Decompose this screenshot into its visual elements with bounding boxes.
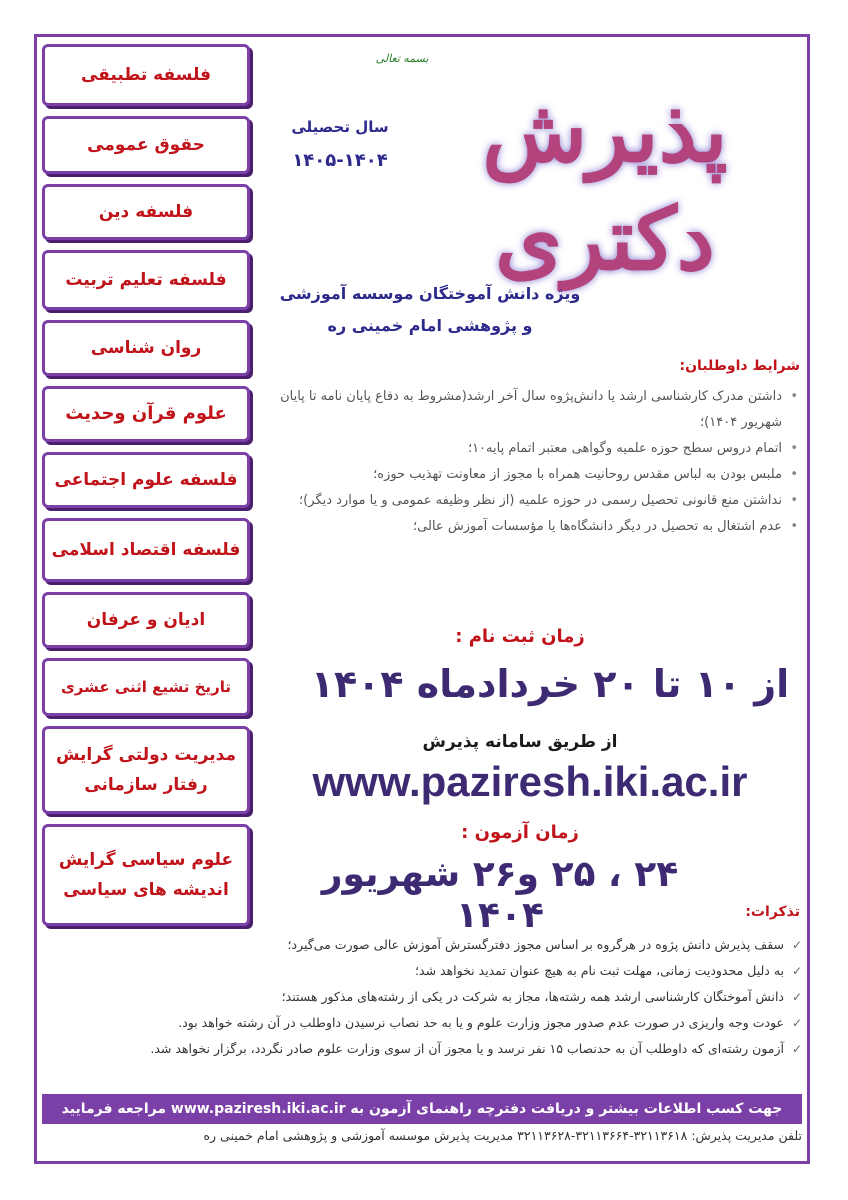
field-box: فلسفه علوم اجتماعی bbox=[42, 452, 250, 508]
academic-year-value: ۱۴۰۵-۱۴۰۴ bbox=[292, 150, 388, 171]
field-box: تاریخ تشیع اثنی عشری bbox=[42, 658, 250, 716]
field-box: فلسفه تطبیقی bbox=[42, 44, 250, 106]
condition-item: • ملبس بودن به لباس مقدس روحانیت همراه با مجوز از معاونت تهذیب حوزه؛ bbox=[268, 462, 798, 488]
field-box: حقوق عمومی bbox=[42, 116, 250, 174]
registration-via-text: از طریق سامانه پذیرش bbox=[422, 732, 618, 752]
note-item: ✓ عودت وجه واریزی در صورت عدم صدور مجوز وزارت علوم و یا به حد نصاب نرسیدن داوطلب در آن رشته خواهد بود. bbox=[50, 1010, 802, 1036]
conditions-list bbox=[268, 384, 798, 540]
note-item: ✓ دانش آموختگان کارشناسی ارشد همه رشته‌ها، مجاز به شرکت در یکی از رشته‌های مذکور هستند؛ bbox=[50, 984, 802, 1010]
condition-item: • عدم اشتغال به تحصیل در دیگر دانشگاه‌ها یا مؤسسات آموزش عالی؛ bbox=[268, 514, 798, 540]
field-box: مدیریت دولتی گرایش رفتار سازمانی bbox=[42, 726, 250, 814]
registration-dates: از ۱۰ تا ۲۰ خردادماه ۱۴۰۴ bbox=[310, 662, 790, 706]
field-box: ادیان و عرفان bbox=[42, 592, 250, 648]
note-item: ✓ آزمون رشته‌ای که داوطلب آن به حدنصاب ۱۵ نفر نرسد و یا مجوز آن از سوی وزارت علوم صادر نگردد، برگزار نخواهد شد. bbox=[50, 1036, 802, 1062]
field-box: فلسفه اقتصاد اسلامی bbox=[42, 518, 250, 582]
subtitle-line-1: ویژه دانش آموختگان موسسه آموزشی bbox=[279, 284, 581, 303]
info-banner: جهت کسب اطلاعات بیشتر و دریافت دفترچه راهنمای آزمون به www.paziresh.iki.ac.ir مراجعه فرمایید bbox=[42, 1094, 802, 1124]
notes-list bbox=[50, 932, 802, 1062]
condition-item: • اتمام دروس سطح حوزه علمیه وگواهی معتبر اتمام پایه۱۰؛ bbox=[268, 436, 798, 462]
note-item: ✓ سقف پذیرش دانش پژوه در هرگروه بر اساس مجوز دفترگسترش آموزش عالی صورت می‌گیرد؛ bbox=[50, 932, 802, 958]
field-box: فلسفه تعلیم تربیت bbox=[42, 250, 250, 310]
field-box: علوم قرآن وحدیث bbox=[42, 386, 250, 442]
exam-heading: زمان آزمون : bbox=[461, 822, 579, 843]
notes-heading: تذکرات: bbox=[745, 904, 800, 920]
bismillah-text: بسمه تعالی bbox=[375, 52, 429, 65]
subtitle-line-2: و پژوهشی امام خمینی ره bbox=[327, 316, 533, 335]
page-title: پذیرش دکتری bbox=[482, 81, 728, 290]
contact-footer: تلفن مدیریت پذیرش: ۳۲۱۱۳۶۱۸-۳۲۱۱۳۶۶۴-۳۲۱۱۳۶۲۸ مدیریت پذیرش موسسه آموزشی و پژوهشی امام خمینی ره bbox=[203, 1128, 802, 1143]
academic-year-label: سال تحصیلی bbox=[291, 118, 389, 136]
field-box: علوم سیاسی گرایش اندیشه های سیاسی bbox=[42, 824, 250, 926]
note-item: ✓ به دلیل محدودیت زمانی، مهلت ثبت نام به هیچ عنوان تمدید نخواهد شد؛ bbox=[50, 958, 802, 984]
field-box: روان شناسی bbox=[42, 320, 250, 376]
conditions-heading: شرایط داوطلبان: bbox=[679, 358, 800, 374]
registration-heading: زمان ثبت نام : bbox=[455, 626, 585, 647]
registration-url-link[interactable]: www.paziresh.iki.ac.ir bbox=[312, 758, 748, 805]
condition-item: • نداشتن منع قانونی تحصیل رسمی در حوزه علمیه (از نظر وظیفه عمومی و یا موارد دیگر)؛ bbox=[268, 488, 798, 514]
field-box: فلسفه دین bbox=[42, 184, 250, 240]
exam-dates: ۲۴ ، ۲۵ و۲۶ شهریور ۱۴۰۴ bbox=[321, 854, 679, 936]
condition-item: • داشتن مدرک کارشناسی ارشد یا دانش‌پژوه سال آخر ارشد(مشروط به دفاع پایان نامه تا پایان شهریور ۱۴۰۴)؛ bbox=[268, 384, 798, 436]
